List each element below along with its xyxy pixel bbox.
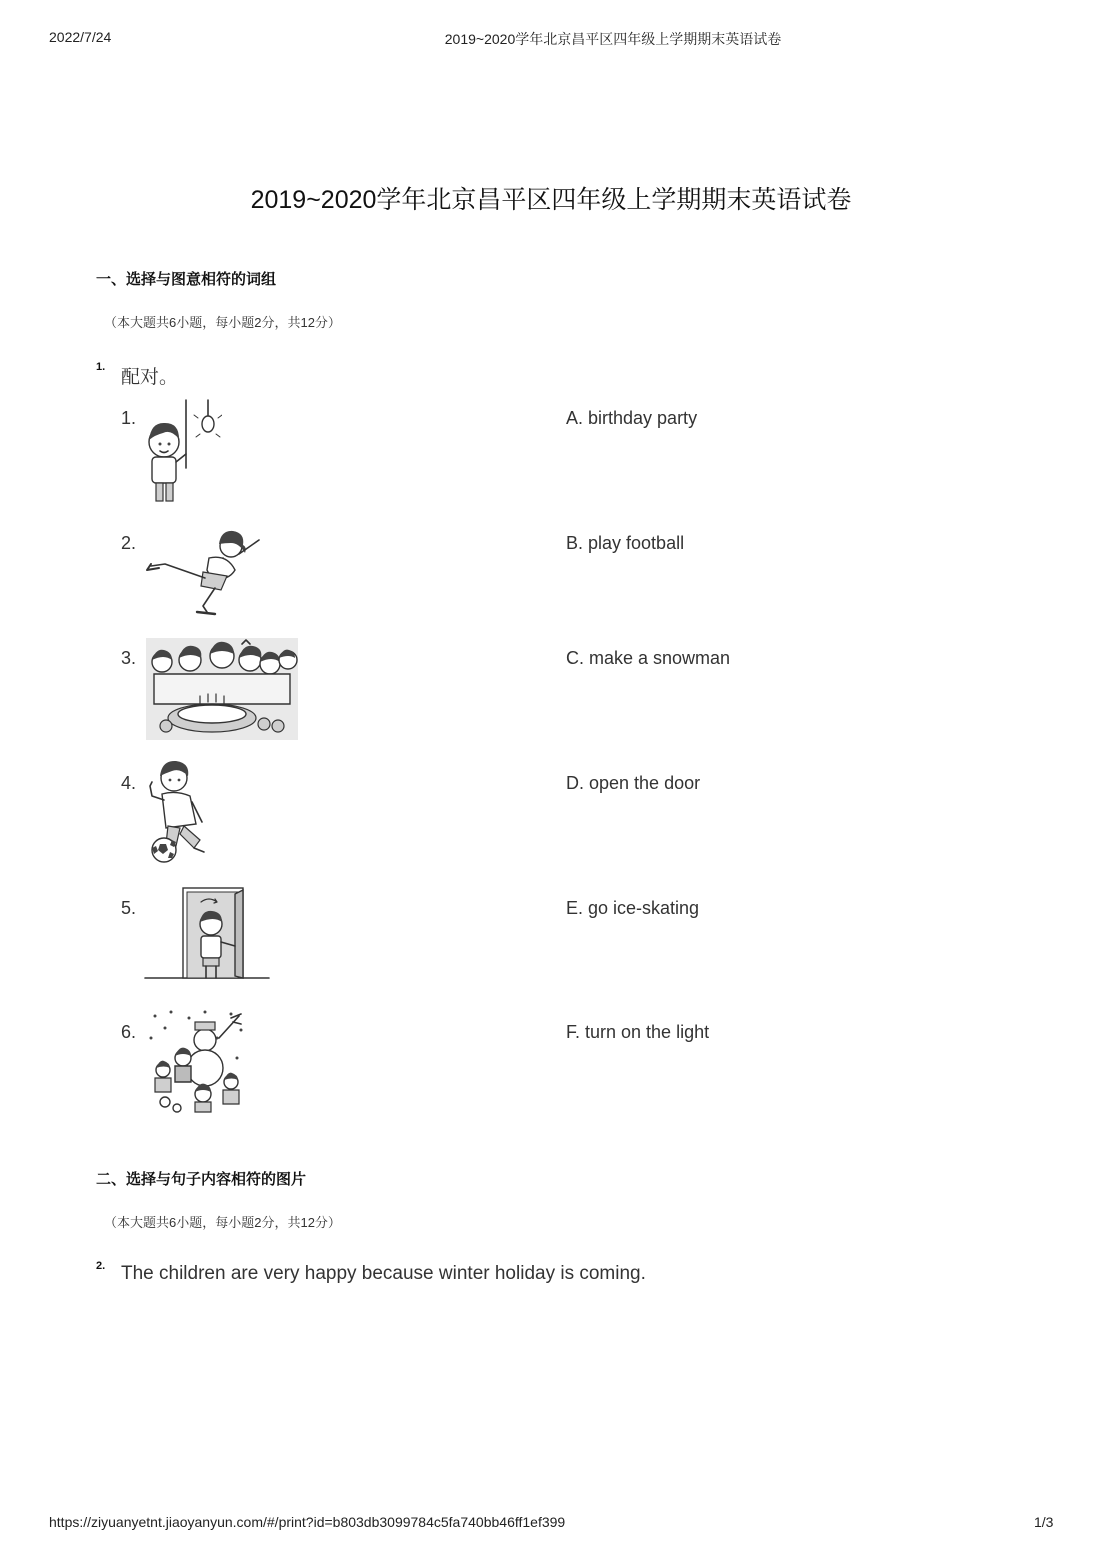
footer-url[interactable]: https://ziyuanyetnt.jiaoyanyun.com/#/print?id=b803db3099784c5fa740bb46ff1ef399 bbox=[49, 1514, 566, 1530]
print-header-title: 2019~2020学年北京昌平区四年级上学期期末英语试卷 bbox=[444, 31, 782, 47]
section-1-title: 一、选择与图意相符的词组 bbox=[96, 271, 277, 288]
document-title: 2019~2020学年北京昌平区四年级上学期期末英语试卷 bbox=[250, 186, 852, 214]
option-d: D. open the door bbox=[566, 773, 701, 793]
option-c: C. make a snowman bbox=[566, 648, 731, 668]
boy-light-switch-picture bbox=[140, 398, 222, 504]
option-f: F. turn on the light bbox=[566, 1022, 710, 1042]
section-1-note: （本大题共6小题，每小题2分，共12分） bbox=[104, 315, 341, 330]
question-2-text: The children are very happy because winter holiday is coming. bbox=[121, 1263, 646, 1284]
option-b: B. play football bbox=[566, 533, 685, 553]
option-e: E. go ice-skating bbox=[566, 898, 700, 918]
question-2-number: 2. bbox=[96, 1260, 106, 1272]
item-1-number: 1. bbox=[121, 408, 137, 428]
boy-door-picture bbox=[143, 886, 271, 992]
page-number: 1/3 bbox=[1034, 1514, 1054, 1530]
boy-football-picture bbox=[146, 760, 216, 864]
girl-ice-skating-picture bbox=[145, 528, 263, 620]
option-a: A. birthday party bbox=[566, 408, 698, 428]
print-date: 2022/7/24 bbox=[49, 29, 112, 45]
question-1-number: 1. bbox=[96, 361, 106, 373]
birthday-party-picture bbox=[146, 638, 298, 740]
item-4-number: 4. bbox=[121, 773, 137, 793]
item-3-number: 3. bbox=[121, 648, 137, 668]
item-6-number: 6. bbox=[121, 1022, 137, 1042]
question-1-prompt: 配对。 bbox=[121, 367, 179, 388]
section-2-note: （本大题共6小题，每小题2分，共12分） bbox=[104, 1215, 341, 1230]
kids-snowman-picture bbox=[145, 1008, 247, 1116]
item-5-number: 5. bbox=[121, 898, 137, 918]
section-2-title: 二、选择与句子内容相符的图片 bbox=[96, 1171, 307, 1188]
item-2-number: 2. bbox=[121, 533, 137, 553]
